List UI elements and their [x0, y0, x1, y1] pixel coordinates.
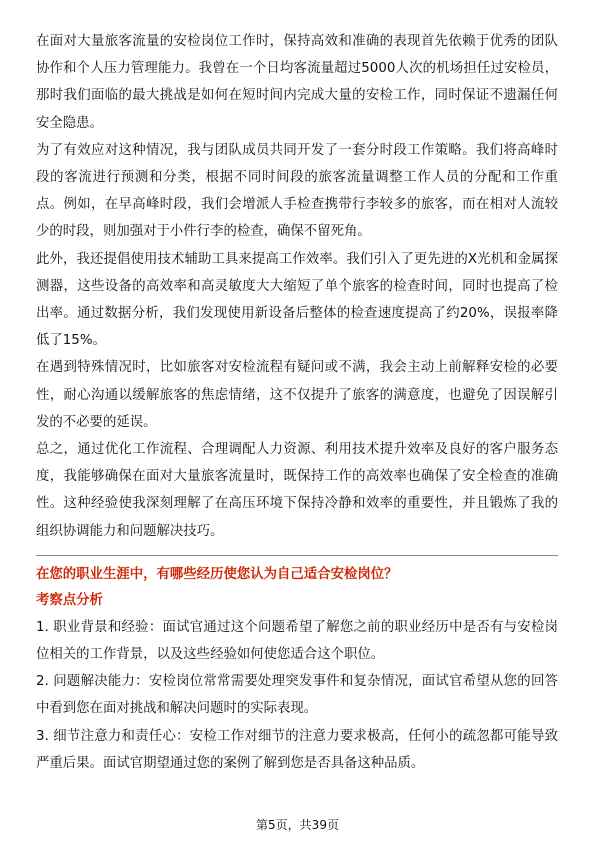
answer-paragraph-1: 在面对大量旅客流量的安检岗位工作时，保持高效和准确的表现首先依赖于优秀的团队协作和个人压力管理能力。我曾在一个日均客流量超过5000人次的机场担任过安检员，那时我们面临的最大挑战是如何在短时间内完成大量的安检工作，同时保证不遗漏任何安全隐患。	[36, 34, 558, 131]
page-content	[36, 28, 558, 777]
section-divider	[36, 555, 558, 556]
analysis-heading: 考察点分析	[36, 592, 103, 608]
answer-paragraph-2: 为了有效应对这种情况，我与团队成员共同开发了一套分时段工作策略。我们将高峰时段的客流进行预测和分类，根据不同时间段的旅客流量调整工作人员的分配和工作重点。例如，在早高峰时段，我们会增派人手检查携带行李较多的旅客，而在相对人流较少的时段，则加强对于小件行李的检查，确保不留死角。	[36, 142, 558, 240]
analysis-item-2: 2. 问题解决能力：安检岗位常常需要处理突发事件和复杂情况，面试官希望从您的回答中看到您在面对挑战和解决问题时的实际表现。	[36, 674, 558, 717]
answer-paragraph-5: 总之，通过优化工作流程、合理调配人力资源、利用技术提升效率及良好的客户服务态度，我能够确保在面对大量旅客流量时，既保持工作的高效率也确保了安全检查的准确性。这种经验使我深刻理解了在高压环境下保持冷静和效率的重要性，并且锻炼了我的组织协调能力和问题解决技巧。	[36, 442, 558, 539]
question-heading: 在您的职业生涯中，有哪些经历使您认为自己适合安检岗位？	[36, 566, 398, 582]
answer-paragraph-3: 此外，我还提倡使用技术辅助工具来提高工作效率。我们引入了更先进的X光机和金属探测器，这些设备的高效率和高灵敏度大大缩短了单个旅客的检查时间，同时也提高了检出率。通过数据分析，我们发现使用新设备后整体的检查速度提高了约20%，误报率降低了15%。	[36, 251, 558, 349]
page-number-footer: 第5页，共39页	[256, 818, 339, 832]
answer-paragraph-4: 在遇到特殊情况时，比如旅客对安检流程有疑问或不满，我会主动上前解释安检的必要性，耐心沟通以缓解旅客的焦虑情绪，这不仅提升了旅客的满意度，也避免了因误解引发的不必要的延误。	[36, 360, 558, 430]
analysis-item-3: 3. 细节注意力和责任心：安检工作对细节的注意力要求极高，任何小的疏忽都可能导致严重后果。面试官期望通过您的案例了解到您是否具备这种品质。	[36, 728, 558, 771]
analysis-item-1: 1. 职业背景和经验：面试官通过这个问题希望了解您之前的职业经历中是否有与安检岗位相关的工作背景，以及这些经验如何使您适合这个职位。	[36, 619, 558, 663]
